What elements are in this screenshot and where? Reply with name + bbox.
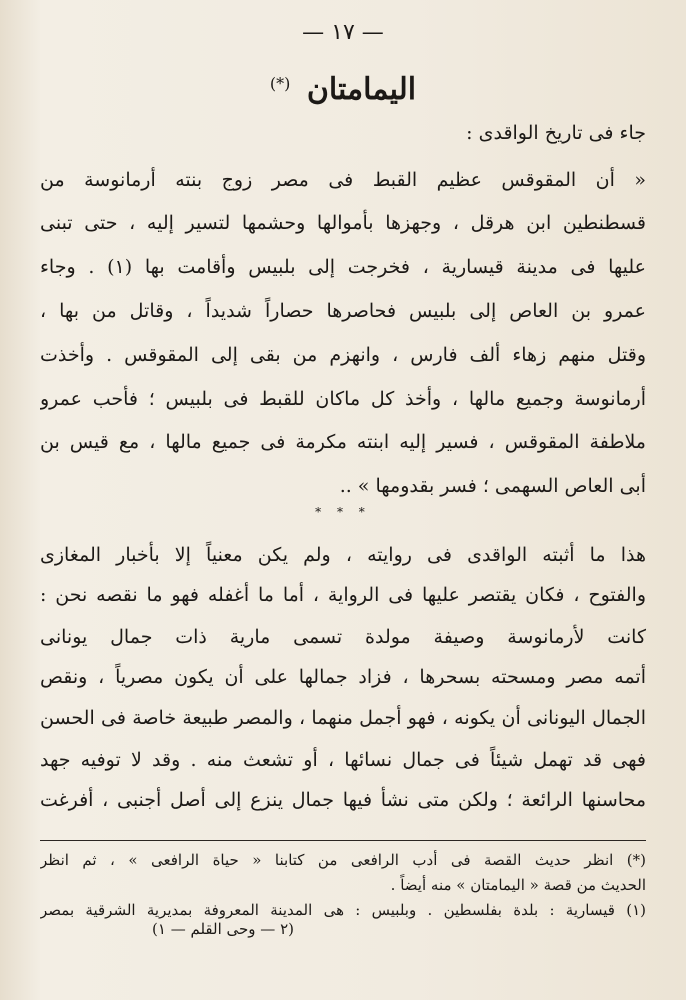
body-line: عليها فى مدينة قيسارية ، فخرجت إلى بلبيس وأقامت بها (١) . وجاء bbox=[40, 256, 646, 278]
body-line: قسطنطين ابن هرقل ، وجهزها بأموالها وحشمها لتسير إليه ، حتى تبنى bbox=[40, 212, 646, 234]
footnote-rule bbox=[40, 840, 646, 841]
body-line: والفتوح ، فكان يقتصر عليها فى الرواية ، أما ما أغفله فهو ما نقصه نحن : bbox=[40, 584, 646, 606]
body-line: محاسنها الرائعة ؛ ولكن متى نشأ فيها جمال ينزع إلى أصل أجنبى ، أفرغت bbox=[40, 789, 646, 811]
chapter-title bbox=[0, 72, 686, 107]
body-line: الجمال اليونانى أن يكونه ، فهو أجمل منهما ، والمصر طبيعة خاصة فى الحسن bbox=[40, 707, 646, 729]
section-separator: * * * bbox=[315, 505, 371, 519]
signature-mark: (٢ — وحى القلم — ١) bbox=[152, 920, 294, 938]
body-line: جاء فى تاريخ الواقدى : bbox=[466, 122, 646, 144]
footnote-star-line: (*) انظر حديث القصة فى أدب الرافعى من كتابنا « حياة الرافعى » ، ثم انظر bbox=[40, 851, 646, 869]
body-line: أتمه مصر ومسحته بسحرها ، فزاد جمالها على أن يكون مصرياً ، ونقص bbox=[40, 666, 646, 688]
body-line: أبى العاص السهمى ؛ فسر بقدومها » .. bbox=[339, 475, 646, 497]
chapter-title-text: اليمامتان bbox=[306, 72, 417, 107]
body-line: فهى قد تهمل شيئاً فى جمال نسائها ، أو تشعث منه . وقد لا توفيه جهد bbox=[40, 749, 646, 771]
body-line: « أن المقوقس عظيم القبط فى مصر زوج بنته أرمانوسة من bbox=[40, 169, 646, 191]
footnote-star-line: الحديث من قصة « اليمامتان » منه أيضاً . bbox=[390, 876, 646, 894]
title-footnote-marker: (*) bbox=[269, 74, 291, 93]
body-line: وقتل منهم زهاء ألف فارس ، وانهزم من بقى إلى المقوقس . وأخذت bbox=[40, 344, 646, 366]
body-line: عمرو بن العاص إلى بلبيس فحاصرها حصاراً شديداً ، وقاتل من بها ، bbox=[40, 300, 646, 322]
page-number: — ١٧ — bbox=[302, 20, 384, 45]
body-line: هذا ما أثبته الواقدى فى روايته ، ولم يكن معنياً إلا بأخبار المغازى bbox=[40, 544, 646, 566]
body-line: ملاطفة المقوقس ، فسير إليه ابنته مكرمة فى جميع مالها ، مع قيس بن bbox=[40, 431, 646, 453]
body-line: أرمانوسة وجميع مالها ، وأخذ كل ماكان للقبط فى بلبيس ؛ فأحب عمرو bbox=[40, 388, 646, 410]
body-line: كانت لأرمانوسة وصيفة مولدة تسمى مارية ذات جمال يونانى bbox=[40, 626, 646, 648]
footnote-1: (١) قيسارية : بلدة بفلسطين . وبلبيس : هى المدينة المعروفة بمديرية الشرقية بمصر bbox=[40, 901, 646, 919]
